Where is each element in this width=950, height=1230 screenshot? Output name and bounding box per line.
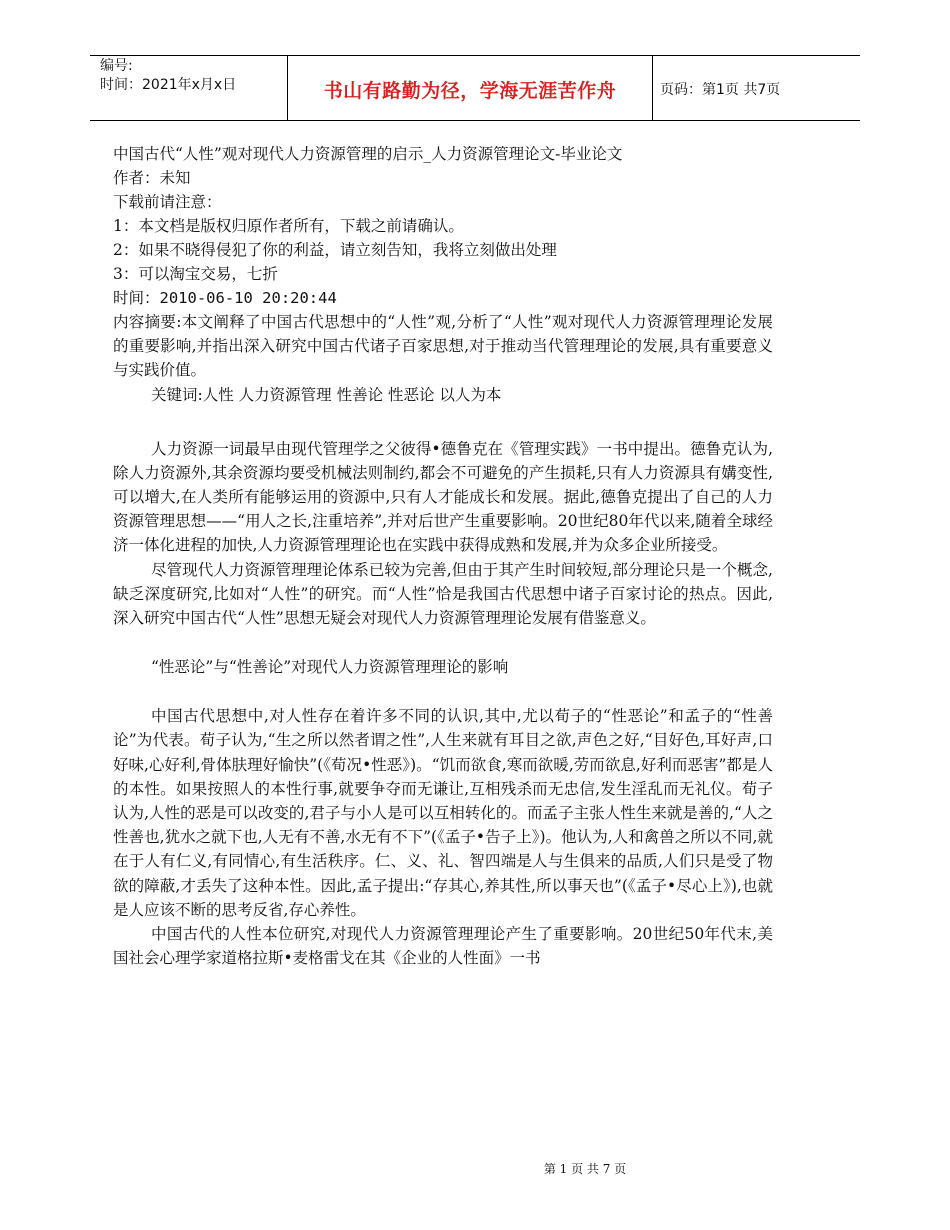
section-heading: “性恶论”与“性善论”对现代人力资源管理理论的影响	[151, 658, 509, 677]
motto-text: 书山有路勤为径，学海无涯苦作舟	[323, 80, 617, 102]
notice-item: 3：可以淘宝交易，七折	[113, 265, 278, 283]
document-title: 中国古代“人性”观对现代人力资源管理的启示_人力资源管理论文-毕业论文	[113, 145, 623, 163]
header-meta	[100, 57, 236, 95]
body-paragraph: 尽管现代人力资源管理理论体系已较为完善,但由于其产生时间较短,部分理论只是一个概念,缺乏深度研究,比如对“人性”的研究。而“人性”恰是我国古代思想中诸子百家讨论的热点。因此,深入研究中国古代“人性”思想无疑会对现代人力资源管理理论发展有借鉴意义。	[113, 560, 773, 628]
document-number-label: 编号:	[100, 58, 133, 74]
body-paragraph: 中国古代的人性本位研究,对现代人力资源管理理论产生了重要影响。20世纪50年代末,美国社会心理学家道格拉斯•麦格雷戈在其《企业的人性面》一书	[113, 925, 773, 968]
notice-item: 2：如果不晓得侵犯了你的利益，请立刻告知，我将立刻做出处理	[113, 241, 557, 259]
header-page-info: 页码：第1页 共7页	[660, 82, 781, 98]
document-author: 作者：未知	[113, 169, 191, 187]
body-paragraph: 中国古代思想中,对人性存在着许多不同的认识,其中,尤以荀子的“性恶论”和孟子的“性善论”为代表。荀子认为,“生之所以然者谓之性”,人生来就有耳目之欲,声色之好,“目好色,耳好声,口好味,心好利,骨体肤理好愉快”(《荀况•性恶》)。“饥而欲食,寒而欲暖,劳而欲息,好利而恶害”都是人的本性。如果按照人的本性行事,就要争夺而无谦让,互相残杀而无忠信,发生淫乱而无礼仪。荀子认为,人性的恶是可以改变的,君子与小人是可以互相转化的。而孟子主张人性生来就是善的,“人之性善也,犹水之就下也,人无有不善,水无有不下”(《孟子•告子上》)。他认为,人和禽兽之所以不同,就在于人有仁义,有同情心,有生活秩序。仁、义、礼、智四端是人与生俱来的品质,人们只是受了物欲的障蔽,才丢失了这种本性。因此,孟子提出:“存其心,养其性,所以事天也”(《孟子•尽心上》),也就是人应该不断的思考反省,存心养性。	[113, 707, 773, 919]
document-body	[113, 142, 773, 970]
notice-item: 1：本文档是版权归原作者所有，下载之前请确认。	[113, 217, 464, 235]
header-rule-bottom	[90, 120, 860, 121]
header-motto-box	[287, 56, 653, 120]
body-paragraph: 人力资源一词最早由现代管理学之父彼得•德鲁克在《管理实践》一书中提出。德鲁克认为,除人力资源外,其余资源均要受机械法则制约,都会不可避免的产生损耗,只有人力资源具有媾变性,可以增大,在人类所有能够运用的资源中,只有人才能成长和发展。据此,德鲁克提出了自己的人力资源管理思想——“用人之长,注重培养”,并对后世产生重要影响。20世纪80年代以来,随着全球经济一体化进程的加快,人力资源管理理论也在实践中获得成熟和发展,并为众多企业所接受。	[113, 439, 773, 555]
abstract: 内容摘要:本文阐释了中国古代思想中的“人性”观,分析了“人性”观对现代人力资源管理理论发展的重要影响,并指出深入研究中国古代诸子百家思想,对于推动当代管理理论的发展,具有重要意义与实践价值。	[113, 313, 773, 380]
document-time-label: 时间：2021年x月x日	[100, 77, 237, 93]
document-timestamp: 时间：2010-06-10 20:20:44	[113, 289, 337, 307]
download-notice: 下载前请注意：	[113, 193, 222, 211]
page-footer: 第 1 页 共 7 页	[543, 1162, 627, 1176]
keywords: 关键词:人性 人力资源管理 性善论 性恶论 以人为本	[151, 385, 502, 404]
